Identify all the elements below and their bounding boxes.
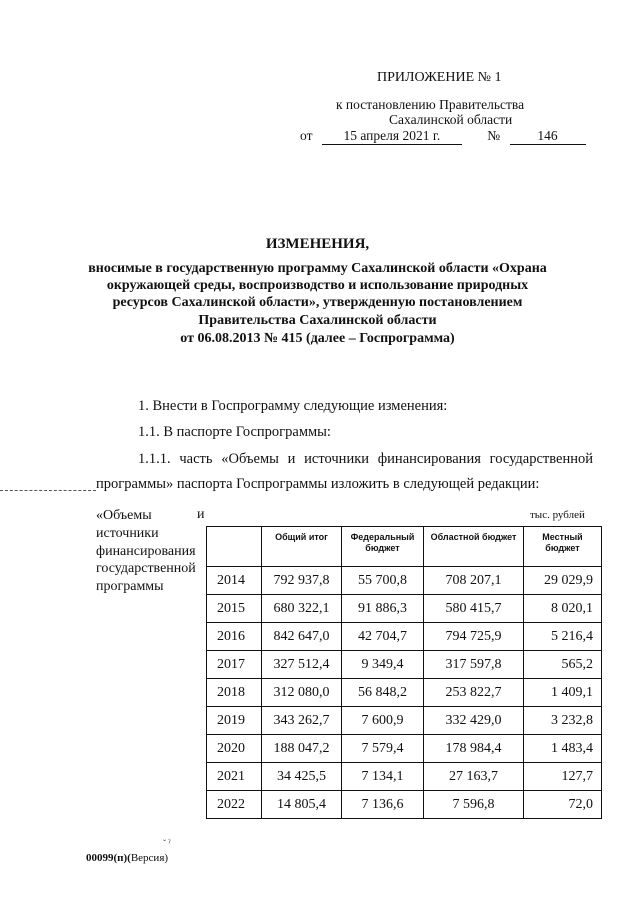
- resolution-line-2: Сахалинской области: [389, 112, 513, 127]
- header-federal: Федеральный бюджет: [342, 527, 424, 567]
- regional-cell: 317 597,8: [424, 651, 524, 679]
- paragraph-1-1: 1.1. В паспорте Госпрограммы:: [138, 424, 331, 440]
- paragraph-1: 1. Внести в Госпрограмму следующие изменения:: [138, 398, 448, 414]
- federal-cell: 42 704,7: [342, 623, 424, 651]
- federal-cell: 9 349,4: [342, 651, 424, 679]
- header-year: [207, 527, 262, 567]
- year-cell: 2014: [207, 567, 262, 595]
- total-cell: 14 805,4: [262, 791, 342, 819]
- resolution-line-1: к постановлению Правительства: [336, 97, 525, 112]
- federal-cell: 91 886,3: [342, 595, 424, 623]
- regional-cell: 332 429,0: [424, 707, 524, 735]
- resolution-date-line: [300, 128, 586, 145]
- table-row: [207, 651, 602, 679]
- regional-cell: 27 163,7: [424, 763, 524, 791]
- passport-label-first: «Объемы: [96, 508, 152, 523]
- units-label: тыс. рублей: [530, 509, 585, 521]
- total-cell: 842 647,0: [262, 623, 342, 651]
- code-label: 00099(п)(: [86, 852, 131, 864]
- financing-table: [206, 526, 602, 819]
- federal-cell: 7 579,4: [342, 735, 424, 763]
- heading-line-2: окружающей среды, воспроизводство и использование природных: [106, 278, 529, 293]
- year-cell: 2016: [207, 623, 262, 651]
- document-title: ИЗМЕНЕНИЯ,: [265, 236, 370, 252]
- appendix-title: ПРИЛОЖЕНИЕ № 1: [377, 70, 502, 85]
- table-header-row: [207, 527, 602, 567]
- local-cell: 1 483,4: [524, 735, 602, 763]
- table-row: [207, 679, 602, 707]
- document-code: [86, 852, 168, 864]
- p3-word: источники: [304, 451, 370, 467]
- table-row: [207, 567, 602, 595]
- local-cell: 72,0: [524, 791, 602, 819]
- resolution-number: 146: [510, 128, 586, 145]
- p3-word: государственной: [489, 451, 593, 467]
- table-row: [207, 707, 602, 735]
- paragraph-1-1-1-continued: программы» паспорта Госпрограммы изложить в следующей редакции:: [96, 476, 540, 492]
- paragraph-1-1-1: [138, 451, 593, 468]
- passport-label-rest: источники финансирования государственной программы: [96, 526, 196, 594]
- margin-mark: ˇ ˀ: [163, 838, 171, 848]
- heading-line-1: вносимые в государственную программу Сахалинской области «Охрана: [88, 261, 547, 276]
- regional-cell: 708 207,1: [424, 567, 524, 595]
- local-cell: 29 029,9: [524, 567, 602, 595]
- heading-line-5: от 06.08.2013 № 415 (далее – Госпрограмма): [180, 331, 455, 346]
- total-cell: 34 425,5: [262, 763, 342, 791]
- p3-word: часть: [179, 451, 213, 467]
- passport-label-and: и: [197, 507, 205, 522]
- from-label: от: [300, 128, 313, 143]
- heading-line-3: ресурсов Сахалинской области», утвержденную постановлением: [112, 295, 523, 310]
- federal-cell: 7 136,6: [342, 791, 424, 819]
- local-cell: 3 232,8: [524, 707, 602, 735]
- regional-cell: 794 725,9: [424, 623, 524, 651]
- total-cell: 792 937,8: [262, 567, 342, 595]
- regional-cell: 580 415,7: [424, 595, 524, 623]
- year-cell: 2018: [207, 679, 262, 707]
- table-row: [207, 595, 602, 623]
- federal-cell: 7 600,9: [342, 707, 424, 735]
- total-cell: 188 047,2: [262, 735, 342, 763]
- table-body: [207, 567, 602, 819]
- local-cell: 1 409,1: [524, 679, 602, 707]
- federal-cell: 55 700,8: [342, 567, 424, 595]
- local-cell: 8 020,1: [524, 595, 602, 623]
- number-label: №: [487, 128, 501, 143]
- year-cell: 2019: [207, 707, 262, 735]
- local-cell: 5 216,4: [524, 623, 602, 651]
- federal-cell: 7 134,1: [342, 763, 424, 791]
- heading-line-4: Правительства Сахалинской области: [198, 313, 437, 328]
- p3-word: 1.1.1.: [138, 451, 171, 467]
- margin-dash-line: [0, 490, 96, 491]
- year-cell: 2020: [207, 735, 262, 763]
- regional-cell: 178 984,4: [424, 735, 524, 763]
- year-cell: 2021: [207, 763, 262, 791]
- header-total: Общий итог: [262, 527, 342, 567]
- total-cell: 343 262,7: [262, 707, 342, 735]
- p3-word: «Объемы: [221, 451, 279, 467]
- total-cell: 312 080,0: [262, 679, 342, 707]
- table-row: [207, 735, 602, 763]
- local-cell: 565,2: [524, 651, 602, 679]
- version-label: Версия): [130, 852, 169, 864]
- p3-word: финансирования: [377, 451, 481, 467]
- total-cell: 680 322,1: [262, 595, 342, 623]
- table-row: [207, 623, 602, 651]
- year-cell: 2022: [207, 791, 262, 819]
- header-local: Местный бюджет: [524, 527, 602, 567]
- regional-cell: 253 822,7: [424, 679, 524, 707]
- p3-word: и: [287, 451, 296, 467]
- resolution-date: 15 апреля 2021 г.: [322, 128, 462, 145]
- table-row: [207, 791, 602, 819]
- federal-cell: 56 848,2: [342, 679, 424, 707]
- year-cell: 2015: [207, 595, 262, 623]
- local-cell: 127,7: [524, 763, 602, 791]
- total-cell: 327 512,4: [262, 651, 342, 679]
- header-regional: Областной бюджет: [424, 527, 524, 567]
- regional-cell: 7 596,8: [424, 791, 524, 819]
- year-cell: 2017: [207, 651, 262, 679]
- table-row: [207, 763, 602, 791]
